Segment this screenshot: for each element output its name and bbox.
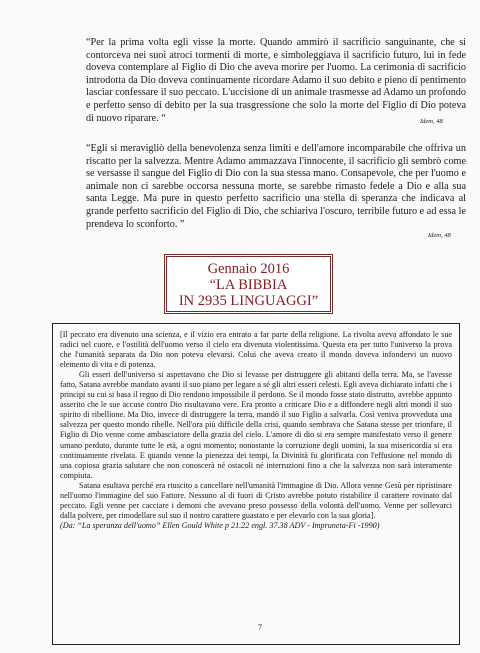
excerpt-paragraph-3: Satana esultava perché era riuscito a cancellare nell'umanità l'immagine di Dio. Allora venne Gesù per ripristinare nell'uomo l'immagine del suo Fattore. Nessuno al di fuori di Cristo avrebbe potuto ristabilire il carattere rovinato dal peccato. Egli venne per cacciare i demoni che avevano preso possesso della volontà dell'uomo. Venne per sollevarci dalla polvere, per rimodellare sul suo il nostro carattere guastato e per elevarlo con la sua gloria].: [60, 480, 452, 520]
title-line-languages: IN 2935 LINGUAGGI”: [178, 293, 319, 309]
framed-excerpt: [52, 323, 460, 645]
quote-paragraph-1: “Per la prima volta egli visse la morte. Quando ammirò il sacrificio sanguinante, che si contorceva nei suoi atroci tormenti di morte, e simboleggiava il sacrificio futuro, lui in fede doveva contemplare al Figlio di Dio che aveva morire per l'uomo. La cerimonia di sacrificio introdotta da Dio doveva continuamente ricordare Adamo il suo debito e pieno di pentimento lasciar confessare il suo peccato. L'uccisione di un animale trasmesse ad Adamo un profondo e perfetto senso di debito per la sua trasgressione che solo la morte del Figlio di Dio poteva di nuovo riparare. “: [86, 37, 466, 124]
title-date: Gennaio 2016: [207, 261, 290, 277]
citation-2: Idem, 48: [428, 232, 451, 239]
title-box: [164, 254, 333, 314]
page-number: 7: [258, 623, 262, 632]
excerpt-source: (Da: “La speranza dell'uomo” Ellen Gould White p 21.22 engl. 37.38 ADV - Impruneta-Fi -1990): [60, 520, 380, 530]
title-line-bible: “LA BIBBIA: [209, 277, 288, 293]
excerpt-paragraph-2: Gli esseri dell'universo si aspettavano che Dio si levasse per distruggere gli abitanti della terra. Ma, se l'avesse fatto, Satana avrebbe mandato avanti il suo piano per legare a sé gli altri esseri celesti. Egli aveva dichiarato infatti che i principi su cui si basa il regno di Dio rendono impossibile il perdono. Se il mondo fosse stato distrutto, avrebbe appunto asserito che le sue accuse contro Dio risultavano vere. Era pronto a criticare Dio e a diffondere negli altri mondi il suo spirito di ribellione. Ma Dio, invece di distruggere la terra, mandò il suo Figlio a salvarla. Così veniva provveduta una salvezza per questo mondo ribelle. Nell'ora più difficile della crisi, quando sembrava che Satana stesse per trionfare, il Figlio di Dio venne come ambasciatore della grazia del cielo. L'amore di dio si era sempre manifestato verso il genere umano perduto, durante tutte le età, a ogni momento; nonostante la corruzione degli uomini, la sua misericordia si era continuamente rivelata. E quando venne la pienezza dei tempi, la Divinità fu glorificata con l'effusione nel mondo di una copiosa grazia salutare che non conoscerà né ostacoli né interruzioni fino a che la salvezza non sarà interamente compiuta.: [60, 370, 452, 480]
quote-paragraph-2: “Egli si meravigliò della benevolenza senza limiti e dell'amore incomparabile che offriva un riscatto per la salvezza. Mentre Adamo ammazzava l'innocente, il sacrificio gli sembrò come se versasse il sangue del Figlio di Dio con la sua stessa mano. Consapevole, che per l'uomo e animale non ci sarebbe occorsa nessuna morte, se sarebbe rimasto fedele a Dio e alla sua santa Legge. Ma pure in questo perfetto sacrificio una stella di speranza che indicava al grande perfetto sacrificio del Figlio di Dio, che schiariva l'oscuro, terribile futuro e ad essa le prendeva lo sconforto. ”: [86, 143, 466, 230]
excerpt-paragraph-1: [Il peccato era divenuto una scienza, e il vizio era entrato a far parte della religione. La rivolta aveva affondato le sue radici nel cuore, e l'ostilità dell'uomo verso il cielo era divenuta violentissima. Questa era per tutto l'universo la prova che l'umanità separata da Dio non poteva elevarsi. Colui che aveva creato il mondo doveva infondervi un nuovo elemento di vita e di potenza.: [60, 330, 452, 370]
citation-1: Idem, 48: [420, 118, 443, 125]
